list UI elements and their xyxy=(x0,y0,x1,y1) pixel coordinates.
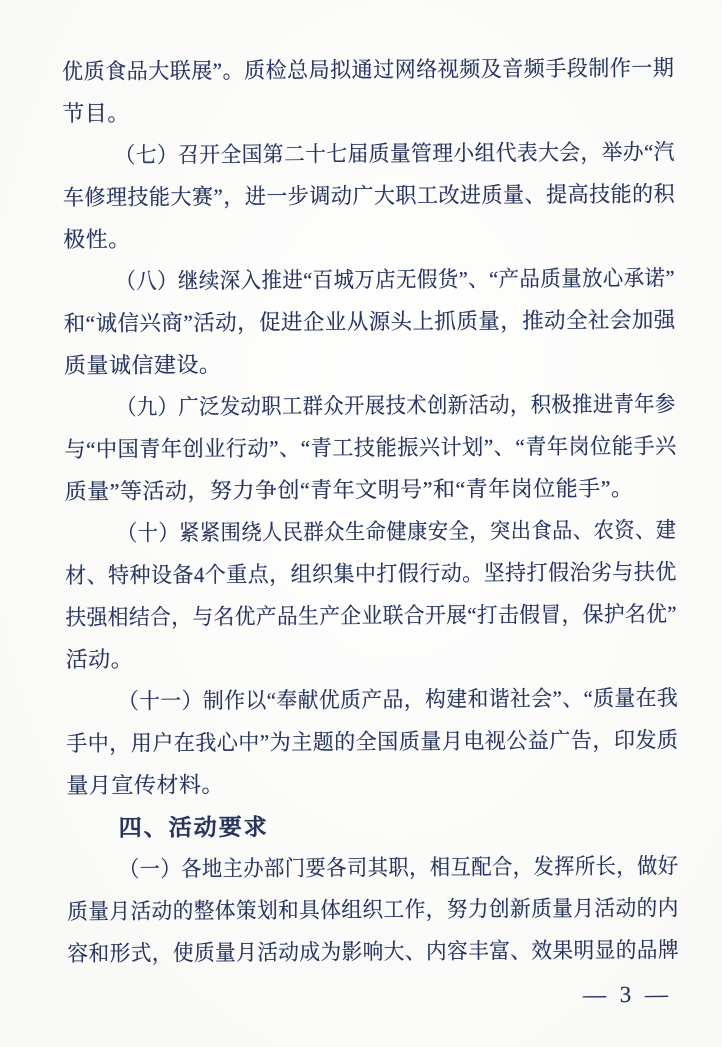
line-text: （八）继续深入推进“百城万店无假货”、“产品质量放心承诺” xyxy=(115,265,676,294)
text-line xyxy=(63,215,675,261)
page-number: — 3 — xyxy=(582,981,673,1008)
line-text: 扶强相结合，与名优产品生产企业联合开展“打击假冒，保护名优” xyxy=(65,601,678,630)
text-line xyxy=(66,677,678,723)
line-text: 优质食品大联展”。质检总局拟通过网络视频及音频手段制作一期 xyxy=(62,55,675,84)
line-text: 四、活动要求 xyxy=(118,813,269,841)
text-line xyxy=(65,509,677,555)
document-lines xyxy=(62,47,680,975)
line-text: 手中，用户在我心中”为主题的全国质量月电视公益广告，印发质 xyxy=(66,727,679,756)
text-line xyxy=(66,761,678,807)
line-text: （十）紧紧围绕人民群众生命健康安全，突出食品、农资、建 xyxy=(116,517,677,546)
text-line xyxy=(66,635,678,681)
line-text: （七）召开全国第二十七届质量管理小组代表大会，举办“汽 xyxy=(114,139,675,168)
line-text: 活动。 xyxy=(65,646,134,672)
text-line xyxy=(64,383,676,429)
text-line xyxy=(67,929,679,975)
line-text: 量月宣传材料。 xyxy=(66,772,225,798)
text-line xyxy=(67,845,679,891)
text-line xyxy=(64,299,676,345)
text-line xyxy=(64,425,676,471)
line-text: 车修理技能大赛”，进一步调动广大职工改进质量、提高技能的积 xyxy=(62,181,676,210)
text-line xyxy=(67,887,679,933)
line-text: （一）各地主办部门要各司其职，相互配合，发挥所长，做好 xyxy=(118,853,679,882)
line-text: 与“中国青年创业行动”、“青工技能振兴计划”、“青年岗位能手兴 xyxy=(64,433,677,462)
line-text: 质量”等活动，努力争创“青年文明号”和“青年岗位能手”。 xyxy=(64,475,634,504)
text-line xyxy=(66,719,678,765)
line-text: 质量月活动的整体策划和具体组织工作，努力创新质量月活动的内 xyxy=(67,895,679,924)
line-text: 节目。 xyxy=(62,100,130,126)
line-text: 极性。 xyxy=(63,226,131,252)
line-text: 材、特种设备4个重点，组织集中打假行动。坚持打假治劣与扶优 xyxy=(65,559,677,588)
text-line xyxy=(63,257,675,303)
text-line xyxy=(64,341,676,387)
text-line xyxy=(63,131,675,177)
text-line xyxy=(62,89,674,135)
text-line xyxy=(65,467,677,513)
text-line xyxy=(65,593,677,639)
text-line xyxy=(65,551,677,597)
line-text: 质量诚信建设。 xyxy=(63,352,222,378)
line-text: 容和形式，使质量月活动成为影响大、内容丰富、效果明显的品牌 xyxy=(67,937,680,966)
text-line xyxy=(62,47,674,93)
text-line xyxy=(63,173,675,219)
line-text: （十一）制作以“奉献优质产品，构建和谐社会”、“质量在我 xyxy=(117,685,679,714)
line-text: 和“诚信兴商”活动，促进企业从源头上抓质量，推动全社会加强 xyxy=(63,307,676,336)
line-text: （九）广泛发动职工群众开展技术创新活动，积极推进青年参 xyxy=(116,391,676,420)
section-heading xyxy=(67,803,679,849)
